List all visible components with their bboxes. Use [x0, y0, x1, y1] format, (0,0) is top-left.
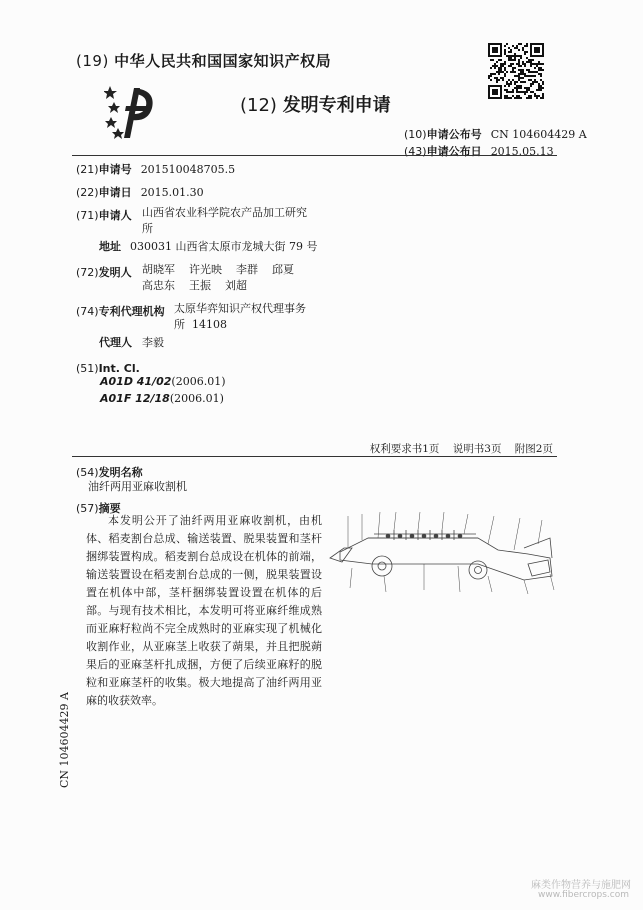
abstract-text: 本发明公开了油纤两用亚麻收割机，由机体、稻麦割台总成、输送装置、脱果装置和茎杆捆绑装置构成。稻麦割台总成设在机体的前端，输送装置设在稻麦割台总成的一侧，脱果装置设置在机体中部，茎杆捆绑装置设置在机体的后部。与现有技术相比，本发明可将亚麻纤维成熟而亚麻籽粒尚不完全成熟时的亚麻实现了机械化收割作业，从亚麻茎上收获了蒴果，并且把脱蒴果后的亚麻茎杆扎成捆，方便了后续亚麻籽的脱粒和亚麻茎杆的收集。极大地提高了油纤两用亚麻的收获效率。 — [86, 514, 322, 707]
title-code: (54) — [76, 466, 99, 479]
pub-date-code: (43) — [404, 145, 427, 158]
pub-date-value: 2015.05.13 — [490, 145, 554, 158]
app-number-label: 申请号 — [98, 163, 132, 176]
app-number-row — [76, 158, 235, 177]
watermark-line2: www.fibercrops.com — [538, 890, 629, 900]
office-name: 中华人民共和国国家知识产权局 — [114, 52, 332, 70]
doc-kind-title: 发明专利申请 — [282, 95, 391, 116]
app-date-value: 2015.01.30 — [140, 186, 204, 199]
office-header — [76, 50, 331, 71]
int-cl-code: (51) — [76, 362, 99, 375]
title-label: 发明名称 — [98, 466, 143, 479]
cnipa-logo-icon — [104, 82, 156, 140]
abstract-code: (57) — [76, 502, 99, 515]
agency-value-line2: 所 14108 — [174, 318, 227, 331]
int-cl-edition: (2006.01) — [169, 392, 224, 405]
int-cl-edition: (2006.01) — [171, 375, 226, 388]
agency-row — [76, 300, 165, 319]
app-number-value: 201510048705.5 — [140, 163, 236, 176]
doc-kind-code: (12) — [240, 95, 277, 116]
qr-code-icon — [488, 43, 544, 99]
address-label: 地址 — [99, 240, 121, 253]
pages-summary: 权利要求书1页 说明书3页 附图2页 — [369, 443, 553, 455]
app-number-code: (21) — [76, 163, 99, 176]
agent-value: 李毅 — [142, 336, 164, 349]
applicant-row — [76, 204, 132, 223]
app-date-row — [76, 181, 204, 200]
inventors-label: 发明人 — [98, 266, 132, 279]
agency-value-line1: 太原华弈知识产权代理事务 — [174, 302, 306, 315]
int-cl-row — [76, 357, 140, 376]
inventors-row — [76, 261, 132, 280]
int-cl-class: A01D 41/02 — [100, 375, 172, 388]
harvester-drawing — [328, 508, 560, 600]
applicant-label: 申请人 — [98, 209, 132, 222]
office-code: (19) — [76, 52, 109, 70]
header-rule — [72, 155, 557, 156]
pub-date-row — [404, 140, 554, 159]
inventors-code: (72) — [76, 266, 99, 279]
inventors-line1: 胡晓军 许光映 李群 邱夏 — [142, 263, 294, 276]
int-cl-item — [100, 375, 226, 388]
int-cl-label: Int. Cl. — [98, 362, 140, 375]
inventors-line2: 高忠东 王振 刘超 — [142, 279, 247, 292]
doc-kind — [240, 91, 391, 117]
pub-date-label: 申请公布日 — [426, 145, 482, 158]
abstract-label: 摘要 — [98, 502, 121, 515]
summary-rule — [72, 456, 557, 457]
pub-number-code: (10) — [404, 128, 427, 141]
pub-number-value: CN 104604429 A — [490, 128, 587, 141]
watermark-line1: 麻类作物营养与施肥网 — [531, 880, 631, 891]
app-date-label: 申请日 — [98, 186, 132, 199]
agency-label: 专利代理机构 — [98, 305, 165, 318]
invention-title: 油纤两用亚麻收割机 — [88, 480, 187, 493]
abstract-body — [86, 512, 322, 710]
side-publication-number: CN 104604429 A — [58, 692, 71, 788]
address-value: 030031 山西省太原市龙城大街 79 号 — [130, 240, 318, 253]
applicant-code: (71) — [76, 209, 99, 222]
applicant-value-line2: 所 — [142, 222, 153, 235]
int-cl-class: A01F 12/18 — [100, 392, 170, 405]
agent-label: 代理人 — [99, 336, 132, 349]
agency-code: (74) — [76, 305, 99, 318]
app-date-code: (22) — [76, 186, 99, 199]
int-cl-item — [100, 392, 224, 405]
pub-number-label: 申请公布号 — [426, 128, 482, 141]
applicant-value-line1: 山西省农业科学院农产品加工研究 — [142, 206, 307, 219]
